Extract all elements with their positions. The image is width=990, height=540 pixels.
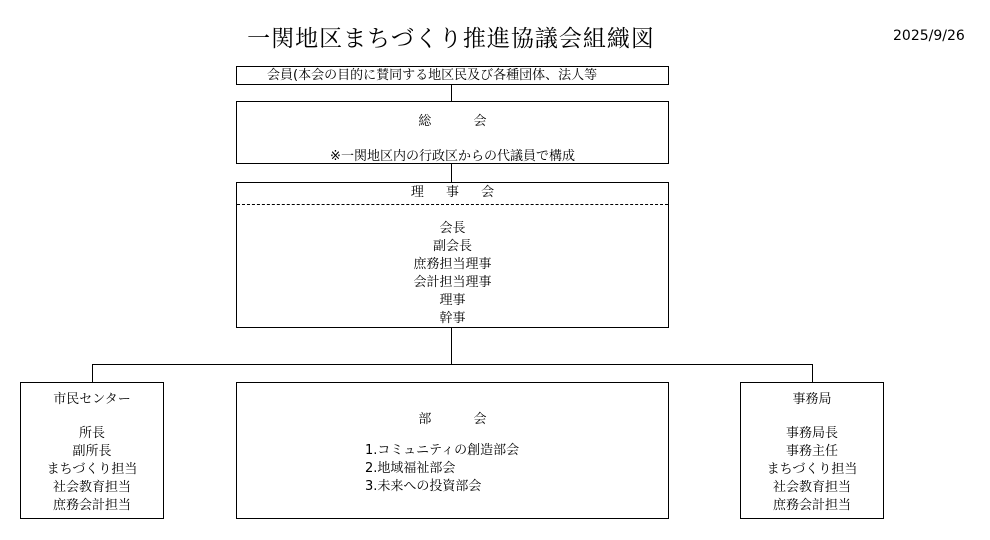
secretariat-role: 社会教育担当 — [772, 480, 851, 495]
citizen-center-role: 所長 — [78, 426, 105, 441]
committees-box — [236, 382, 669, 519]
board-member: 会長 — [439, 221, 466, 236]
connector-to-shimin-center — [92, 364, 93, 382]
board-member: 副会長 — [432, 239, 472, 254]
secretariat-title: 事務局 — [792, 392, 832, 407]
citizen-center-role: 社会教育担当 — [52, 480, 131, 495]
citizen-center-list — [21, 425, 163, 515]
board-member: 会計担当理事 — [413, 275, 492, 290]
connector-rijikai-down — [451, 328, 452, 364]
committees-title: 部 会 — [418, 412, 487, 427]
board-member: 幹事 — [439, 311, 466, 326]
members-box — [236, 66, 669, 85]
committee-item: 3.未来への投資部会 — [365, 479, 482, 494]
citizen-center-role: 庶務会計担当 — [52, 498, 131, 513]
connector-to-jimukyoku — [812, 364, 813, 382]
board-title: 理 事 会 — [237, 183, 668, 205]
secretariat-role: まちづくり担当 — [766, 462, 858, 477]
connector-members-soukai — [451, 85, 452, 101]
citizen-center-box — [20, 382, 164, 519]
chart-title: 一関地区まちづくり推進協議会組織図 — [247, 26, 655, 52]
committee-item: 1.コミュニティの創造部会 — [365, 443, 520, 458]
board-member: 理事 — [439, 293, 466, 308]
committee-item: 2.地域福祉部会 — [365, 461, 456, 476]
general-assembly-box — [236, 101, 669, 164]
citizen-center-title: 市民センター — [53, 392, 131, 407]
secretariat-role: 事務局長 — [785, 426, 838, 441]
secretariat-box — [740, 382, 884, 519]
citizen-center-role: 副所長 — [72, 444, 112, 459]
secretariat-role: 事務主任 — [785, 444, 838, 459]
committees-list — [365, 442, 519, 496]
board-box — [236, 182, 669, 328]
connector-soukai-rijikai — [451, 164, 452, 182]
board-member: 庶務担当理事 — [413, 257, 492, 272]
general-assembly-title: 総 会 — [418, 114, 487, 129]
date-label: 2025/9/26 — [893, 28, 965, 44]
secretariat-list — [741, 425, 883, 515]
members-label: 会員(本会の目的に賛同する地区民及び各種団体、法人等 — [267, 68, 598, 83]
board-member-list — [237, 220, 668, 328]
general-assembly-note: ※一関地区内の行政区からの代議員で構成 — [330, 149, 575, 164]
secretariat-role: 庶務会計担当 — [772, 498, 851, 513]
connector-horizontal — [92, 364, 813, 365]
citizen-center-role: まちづくり担当 — [46, 462, 138, 477]
